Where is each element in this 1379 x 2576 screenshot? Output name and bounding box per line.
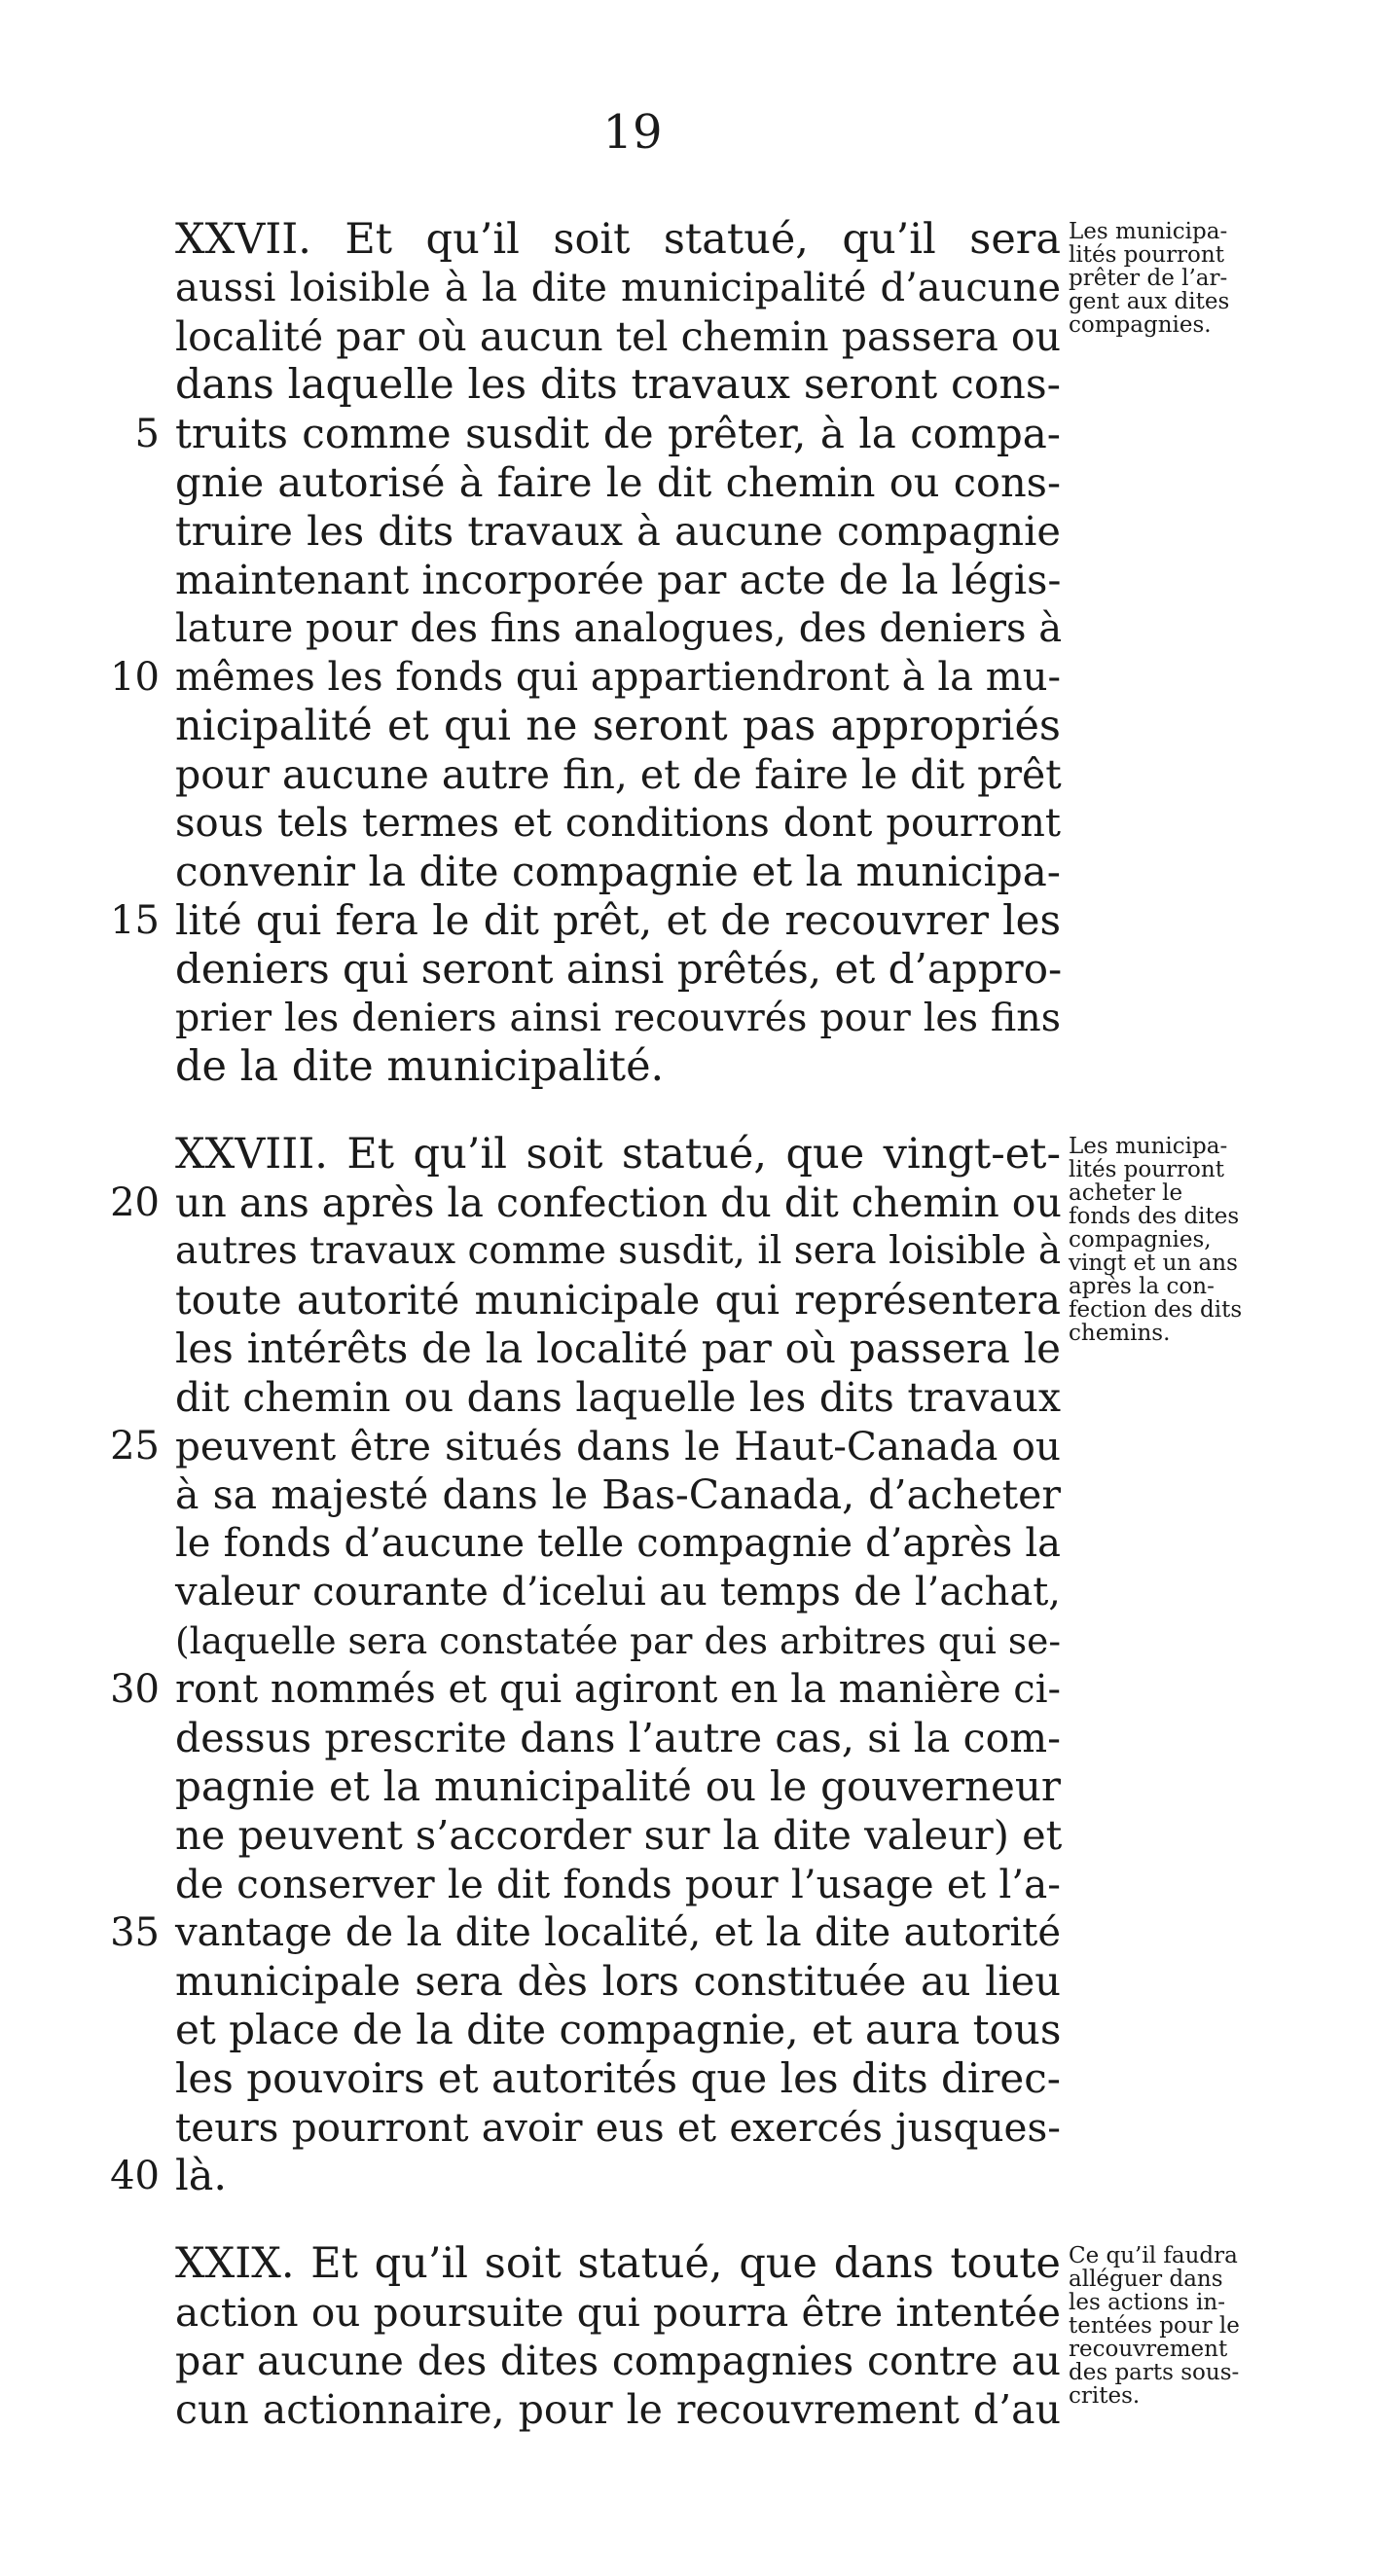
note-line: compagnies. <box>1069 312 1212 338</box>
margin-note-xxix <box>1069 2244 1275 2408</box>
text-line: de la dite municipalité. <box>175 1042 665 1091</box>
text-line: là. <box>175 2152 228 2200</box>
text-line: dessus prescrite dans l’autre cas, si la com- <box>175 1715 1061 1761</box>
note-line: vingt et un ans <box>1069 1251 1238 1276</box>
note-line: Ce qu’il faudra <box>1069 2243 1238 2268</box>
text-line: XXVIII. Et qu’il soit statué, que vingt-et- <box>175 1130 1061 1179</box>
text-line: ne peuvent s’accorder sur la dite valeur) et <box>175 1811 1063 1859</box>
note-line: des parts sous- <box>1069 2360 1240 2385</box>
text-line: les pouvoirs et autorités que les dits direc- <box>175 2054 1061 2102</box>
text-line: municipale sera dès lors constituée au lieu <box>175 1957 1061 2005</box>
text-line: lité qui fera le dit prêt, et de recouvrer les <box>175 896 1061 944</box>
note-line: fection des dits <box>1069 1297 1243 1323</box>
text-line: aussi loisible à la dite municipalité d’aucune <box>175 266 1061 310</box>
note-line: chemins. <box>1069 1321 1171 1346</box>
note-line: après la con- <box>1069 1274 1215 1299</box>
text-line: mêmes les fonds qui appartiendront à la mu- <box>175 655 1061 700</box>
text-line: un ans après la confection du dit chemin ou <box>175 1179 1062 1226</box>
line-number: 10 <box>110 655 160 700</box>
line-number: 15 <box>110 898 160 943</box>
text-line: par aucune des dites compagnies contre au <box>175 2338 1061 2384</box>
text-line: deniers qui seront ainsi prêtés, et d’appro- <box>175 945 1063 993</box>
text-line: truits comme susdit de prêter, à la compa- <box>175 410 1061 457</box>
text-line: gnie autorisé à faire le dit chemin ou cons- <box>175 458 1061 506</box>
line-number: 25 <box>110 1424 160 1469</box>
line-number: 30 <box>110 1667 160 1712</box>
note-line: tentées pour le <box>1069 2313 1240 2339</box>
text-line: action ou poursuite qui pourra être intentée <box>175 2289 1061 2336</box>
text-line: à sa majesté dans le Bas-Canada, d’acheter <box>175 1471 1061 1518</box>
margin-note-xxvii <box>1069 220 1275 337</box>
text-line: prier les deniers ainsi recouvrés pour les fins <box>175 996 1061 1040</box>
note-line: prêter de l’ar- <box>1069 266 1228 291</box>
text-line: cun actionnaire, pour le recouvrement d’au <box>175 2386 1061 2433</box>
text-line: nicipalité et qui ne seront pas appropriés <box>175 702 1061 750</box>
text-line: valeur courante d’icelui au temps de l’achat, <box>175 1570 1061 1615</box>
note-line: gent aux dites <box>1069 289 1230 314</box>
line-number: 35 <box>110 1910 160 1955</box>
text-line: teurs pourront avoir eus et exercés jusques- <box>175 2104 1061 2151</box>
text-line: XXVII. Et qu’il soit statué, qu’il sera <box>175 215 1061 264</box>
note-line: acheter le <box>1069 1180 1183 1206</box>
page-number: 19 <box>602 105 663 160</box>
text-line: dans laquelle les dits travaux seront cons- <box>175 361 1061 409</box>
text-line: pour aucune autre fin, et de faire le dit prêt <box>175 751 1062 798</box>
note-line: crites. <box>1069 2383 1141 2409</box>
note-line: Les municipa- <box>1069 1134 1228 1159</box>
text-line: lature pour des fins analogues, des deniers à <box>175 606 1063 651</box>
text-line: XXIX. Et qu’il soit statué, que dans toute <box>175 2239 1061 2288</box>
text-line: le fonds d’aucune telle compagnie d’après la <box>175 1521 1061 1566</box>
text-line: pagnie et la municipalité ou le gouverneur <box>175 1762 1061 1810</box>
text-line: de conserver le dit fonds pour l’usage et l’a- <box>175 1861 1061 1907</box>
note-line: compagnies, <box>1069 1227 1212 1252</box>
text-line: dit chemin ou dans laquelle les dits travaux <box>175 1374 1061 1421</box>
line-number: 20 <box>110 1180 160 1225</box>
text-line: autres travaux comme susdit, il sera loisible à <box>175 1229 1062 1273</box>
text-line: truire les dits travaux à aucune compagnie <box>175 507 1061 555</box>
text-line: sous tels termes et conditions dont pourront <box>175 801 1061 846</box>
text-line: localité par où aucun tel chemin passera ou <box>175 313 1061 360</box>
note-line: lités pourront <box>1069 242 1224 268</box>
text-line: convenir la dite compagnie et la municipa- <box>175 848 1061 895</box>
text-line: les intérêts de la localité par où passera le <box>175 1324 1061 1372</box>
note-line: fonds des dites <box>1069 1204 1240 1229</box>
note-line: lités pourront <box>1069 1157 1224 1182</box>
text-line: maintenant incorporée par acte de la légis- <box>175 556 1062 603</box>
line-number: 5 <box>134 412 160 456</box>
note-line: Les municipa- <box>1069 219 1228 244</box>
note-line: alléguer dans <box>1069 2267 1223 2292</box>
margin-note-xxviii <box>1069 1135 1275 1345</box>
note-line: recouvrement <box>1069 2337 1228 2362</box>
text-line: toute autorité municipale qui représentera <box>175 1276 1061 1324</box>
text-line: (laquelle sera constatée par des arbitres qui se- <box>175 1619 1061 1662</box>
line-number: 40 <box>110 2154 160 2198</box>
text-line: ront nommés et qui agiront en la manière ci- <box>175 1667 1061 1712</box>
text-line: vantage de la dite localité, et la dite autorité <box>175 1910 1061 1955</box>
note-line: les actions in- <box>1069 2290 1225 2315</box>
text-line: peuvent être situés dans le Haut-Canada ou <box>175 1423 1061 1469</box>
text-line: et place de la dite compagnie, et aura tous <box>175 2006 1062 2053</box>
